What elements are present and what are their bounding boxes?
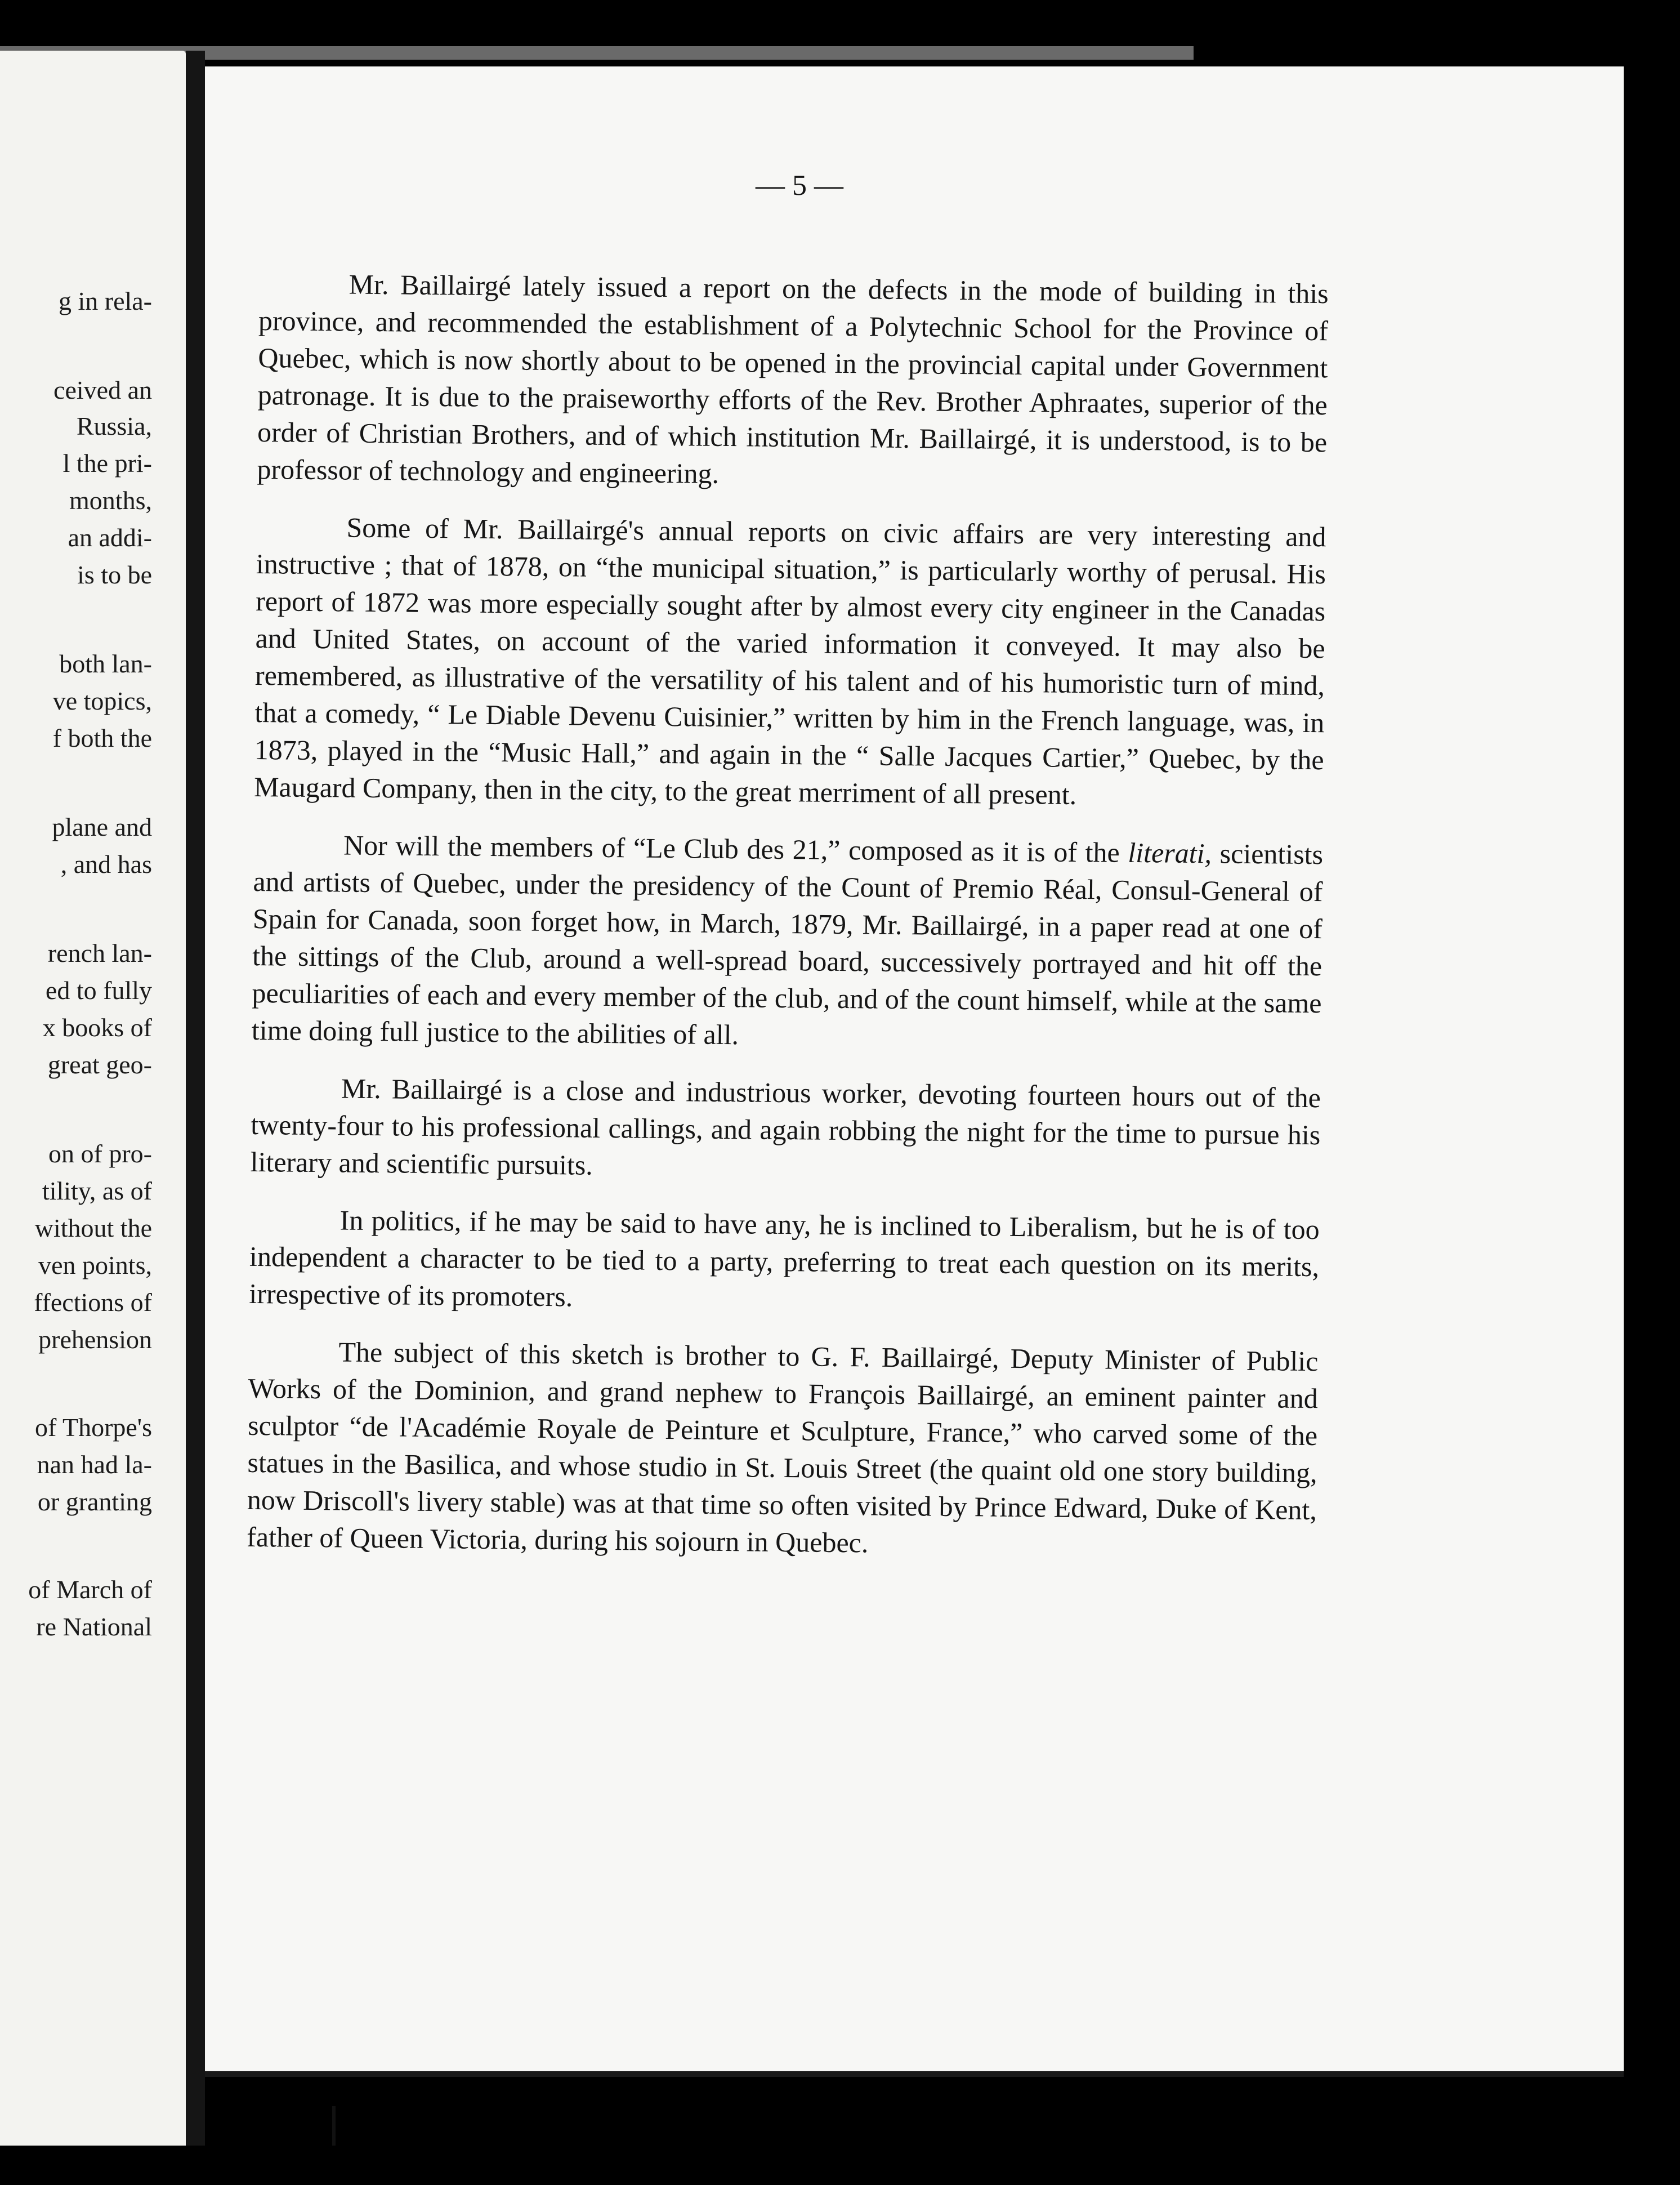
paragraph: Mr. Baillairgé is a close and industrious worker, devoting fourteen hours out of the twenty-four to his professional callings, and again robbing the night for the time to pursue his literary and scientific pursuits. (250, 1072, 1321, 1181)
paragraph-text: scientists and artists of Quebec, under the presidency of the Count of Premio Réal, Consul-General of Spain for Canada, soon forget how, in March, 1879, Mr. Baillairgé, in a paper read at one of the sittings of the Club, around a well-spread board, successively portrayed and hit off the peculiarities of each and every member of the club, and of the count himself, while at the same time doing full justice to the abilities of all. (251, 837, 1324, 1051)
left-fragment-line: of Thorpe's (34, 1413, 152, 1442)
left-fragment-line: g in rela- (58, 287, 152, 315)
page-number: — 5 — (756, 170, 843, 202)
left-fragment-line: rench lan- (47, 939, 152, 967)
left-fragment-line: an addi- (68, 523, 152, 552)
left-fragment-line: ceived an (53, 376, 152, 404)
left-fragment-line: prehension (38, 1325, 152, 1354)
paragraph (252, 826, 1324, 1059)
left-fragment-line: ve topics, (52, 686, 152, 715)
italic-word: literati, (1128, 836, 1212, 869)
previous-page-fragment (0, 51, 186, 2146)
page-body (247, 265, 1329, 1586)
left-fragment-line: great geo- (47, 1050, 152, 1079)
scan-artifact (332, 2106, 336, 2146)
left-fragment-line: l the pri- (62, 449, 152, 478)
left-fragment-line: plane and (52, 813, 152, 841)
paragraph: In politics, if he may be said to have any, he is inclined to Liberalism, but he is of too independent a character to be tied to a party, preferring to treat each question on its merits, irrespective of its promoters. (249, 1204, 1320, 1313)
left-fragment-line: , and has (60, 850, 152, 879)
left-fragment-line: Russia, (76, 412, 152, 440)
left-fragment-line: tility, as of (42, 1176, 152, 1205)
left-fragment-line: ven points, (38, 1251, 152, 1279)
left-fragment-line: on of pro- (48, 1139, 152, 1168)
left-fragment-line: ed to fully (45, 976, 152, 1005)
paragraph: Some of Mr. Baillairgé's annual reports on civic affairs are very interesting and instructive ; that of 1878, on “the municipal situation,” is particularly worthy of perusal. His report of 1872 was more especially sought after by almost every city engineer in the Canadas and United States, on account of the varied information it conveyed. It may also be remembered, as illustrative of the versatility of his talent and of his humoristic turn of mind, that a comedy, “ Le Diable Devenu Cuisinier,” written by him in the French language, was, in 1873, played in the “Music Hall,” and again in the “ Salle Jacques Cartier,” Quebec, by the Maugard Company, then in the city, to the great merriment of all present. (253, 511, 1326, 810)
left-fragment-line: re National (36, 1612, 152, 1641)
page-bottom-edge (205, 2071, 1624, 2077)
left-fragment-line: of March of (28, 1575, 152, 1604)
left-fragment-line: without the (34, 1214, 152, 1242)
paragraph-text: Nor will the members of “Le Club des 21,” composed as it is of the (343, 829, 1128, 868)
left-fragment-line: x books of (42, 1013, 152, 1042)
book-gutter (186, 51, 205, 2146)
left-fragment-line: months, (69, 486, 152, 515)
left-fragment-line: ffections of (34, 1288, 152, 1317)
left-fragment-line: f both the (52, 724, 152, 752)
left-fragment-line: is to be (77, 560, 152, 589)
left-fragment-line: both lan- (59, 649, 152, 678)
left-fragment-line: or granting (37, 1487, 152, 1516)
paragraph: Mr. Baillairgé lately issued a report on the defects in the mode of building in this province, and recommended the establishment of a Polytechnic School for the Province of Quebec, which is now shortly about to be opened in the provincial capital under Government patronage. It is due to the praiseworthy efforts of the Rev. Brother Aphraates, superior of the order of Christian Brothers, and of which institution Mr. Baillairgé, it is understood, is to be professor of technology and engineering. (257, 268, 1329, 489)
paragraph: The subject of this sketch is brother to G. F. Baillairgé, Deputy Minister of Public Works of the Dominion, and grand nephew to François Baillairgé, an eminent painter and sculptor “de l'Académie Royale de Peinture et Sculpture, France,” who carved some of the statues in the Basilica, and whose studio in St. Louis Street (the quaint old one story building, now Driscoll's livery stable) was at that time so often visited by Prince Edward, Duke of Kent, father of Queen Victoria, during his sojourn in Quebec. (247, 1336, 1319, 1559)
left-fragment-line: nan had la- (37, 1450, 152, 1479)
